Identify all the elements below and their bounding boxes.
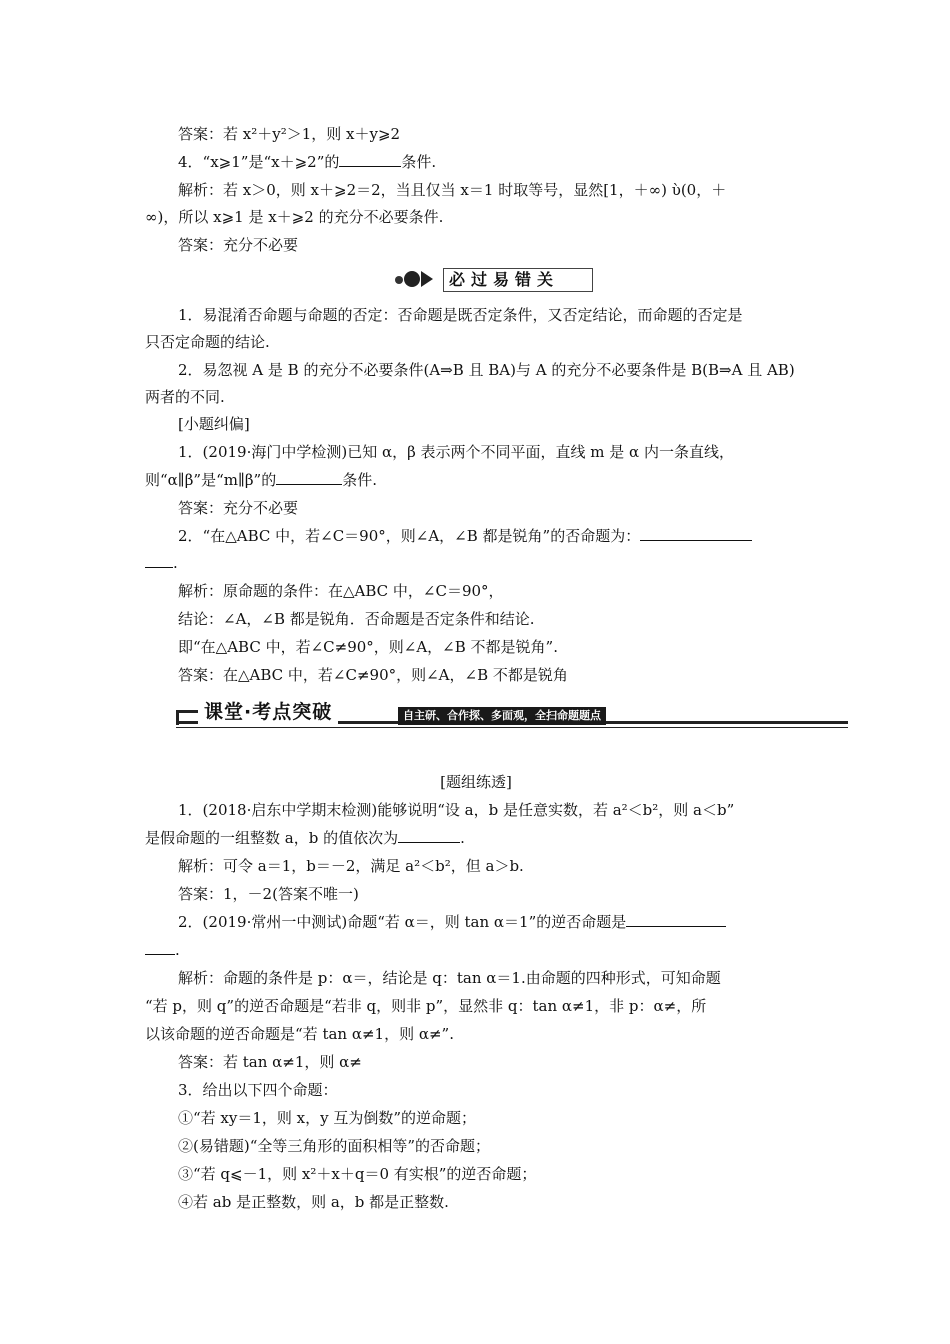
question-text	[145, 940, 180, 960]
paragraph: 只否定命题的结论.	[145, 333, 270, 351]
answer-blank	[626, 912, 726, 927]
answer-line: 答案：在△ABC 中，若∠C≠90°，则∠A，∠B 不都是锐角	[178, 666, 568, 684]
dot-icon	[404, 271, 420, 287]
question-4-text: 4．“x⩾1”是“x＋⩾2”的	[178, 153, 340, 171]
section-banner-classroom	[176, 700, 848, 732]
banner-subtitle: 自主研、合作探、多面观，全扫命题题点	[398, 707, 606, 725]
question-text	[145, 553, 178, 573]
question-text	[145, 828, 465, 848]
question-text-part: 是假命题的一组整数 a，b 的值依次为	[145, 829, 399, 847]
list-item: ①“若 xy＝1，则 x，y 互为倒数”的逆命题；	[178, 1109, 477, 1127]
question-text	[178, 526, 752, 546]
question-text	[178, 912, 726, 932]
question-text: 1．(2019·海门中学检测)已知 α，β 表示两个不同平面，直线 m 是 α 内一条直线，	[178, 443, 734, 461]
question-4-tail: 条件.	[401, 153, 437, 171]
list-item: ④若 ab 是正整数，则 a，b 都是正整数.	[178, 1193, 449, 1211]
banner-title: 课堂·考点突破	[198, 700, 338, 724]
solution-line: 解析：原命题的条件：在△ABC 中，∠C＝90°，	[178, 582, 504, 600]
question-text-tail: .	[460, 829, 465, 847]
question-text: 3．给出以下四个命题：	[178, 1081, 338, 1099]
question-text-tail: .	[175, 941, 180, 959]
answer-blank	[145, 553, 173, 568]
answer-blank	[276, 470, 342, 485]
answer-line: 答案：充分不必要	[178, 499, 299, 517]
question-text-part: 2．(2019·常州一中测试)命题“若 α＝，则 tan α＝1”的逆否命题是	[178, 913, 627, 931]
question-text: 1．(2018·启东中学期末检测)能够说明“设 a，b 是任意实数，若 a²＜b²，则 a＜b”	[178, 801, 735, 819]
question-text-tail: .	[173, 554, 178, 572]
section-title: 必过易错关	[449, 270, 560, 289]
answer-blank	[398, 828, 460, 843]
paragraph: 2．易忽视 A 是 B 的充分不必要条件(A⇒B 且 BA)与 A 的充分不必要条件是 B(B⇒A 且 AB)	[178, 361, 795, 379]
solution-line: 以该命题的逆否命题是“若 tan α≠1，则 α≠”.	[145, 1025, 454, 1043]
solution-line: 结论：∠A，∠B 都是锐角．否命题是否定条件和结论.	[178, 610, 535, 628]
answer-line: 答案：若 tan α≠1，则 α≠	[178, 1053, 362, 1071]
banner-rule	[176, 727, 848, 728]
list-item: ②(易错题)“全等三角形的面积相等”的否命题；	[178, 1137, 491, 1155]
answer-blank	[145, 940, 175, 955]
answer-line: 答案：若 x²＋y²＞1，则 x＋y⩾2	[178, 125, 401, 143]
subheading: [题组练透]	[440, 773, 512, 791]
arrow-icon	[421, 271, 433, 287]
question-text-part: 则“α∥β”是“m∥β”的	[145, 471, 277, 489]
question-text-tail: 条件.	[342, 471, 378, 489]
banner-hook	[176, 710, 199, 725]
list-item: ③“若 q⩽－1，则 x²＋x＋q＝0 有实根”的逆否命题；	[178, 1165, 537, 1183]
solution-line: “若 p，则 q”的逆否命题是“若非 q，则非 p”，显然非 q：tan α≠1，非 p：α≠，所	[145, 997, 707, 1015]
solution-line: 解析：可令 a＝1，b＝－2，满足 a²＜b²，但 a＞b.	[178, 857, 524, 875]
answer-blank	[640, 526, 752, 541]
paragraph: 1．易混淆否命题与命题的否定：否命题是既否定条件，又否定结论，而命题的否定是	[178, 306, 743, 324]
paragraph: 两者的不同.	[145, 388, 225, 406]
answer-blank	[339, 152, 401, 167]
subheading: [小题纠偏]	[178, 415, 250, 433]
solution-line: ∞)，所以 x⩾1 是 x＋⩾2 的充分不必要条件.	[145, 208, 444, 226]
question-text-part: 2．“在△ABC 中，若∠C＝90°，则∠A，∠B 都是锐角”的否命题为：	[178, 527, 641, 545]
question-4	[178, 152, 436, 172]
solution-line: 即“在△ABC 中，若∠C≠90°，则∠A，∠B 不都是锐角”.	[178, 638, 558, 656]
answer-line: 答案：充分不必要	[178, 236, 299, 254]
question-text	[145, 470, 377, 490]
dot-icon	[395, 276, 403, 284]
solution-line: 解析：命题的条件是 p：α＝，结论是 q：tan α＝1.由命题的四种形式，可知命题	[178, 969, 721, 987]
answer-line: 答案：1，－2(答案不唯一)	[178, 885, 359, 903]
solution-line: 解析：若 x＞0，则 x＋⩾2＝2，当且仅当 x＝1 时取等号，显然[1，＋∞) ὺ(0，＋	[178, 181, 727, 199]
section-header-mistakes	[395, 268, 595, 292]
